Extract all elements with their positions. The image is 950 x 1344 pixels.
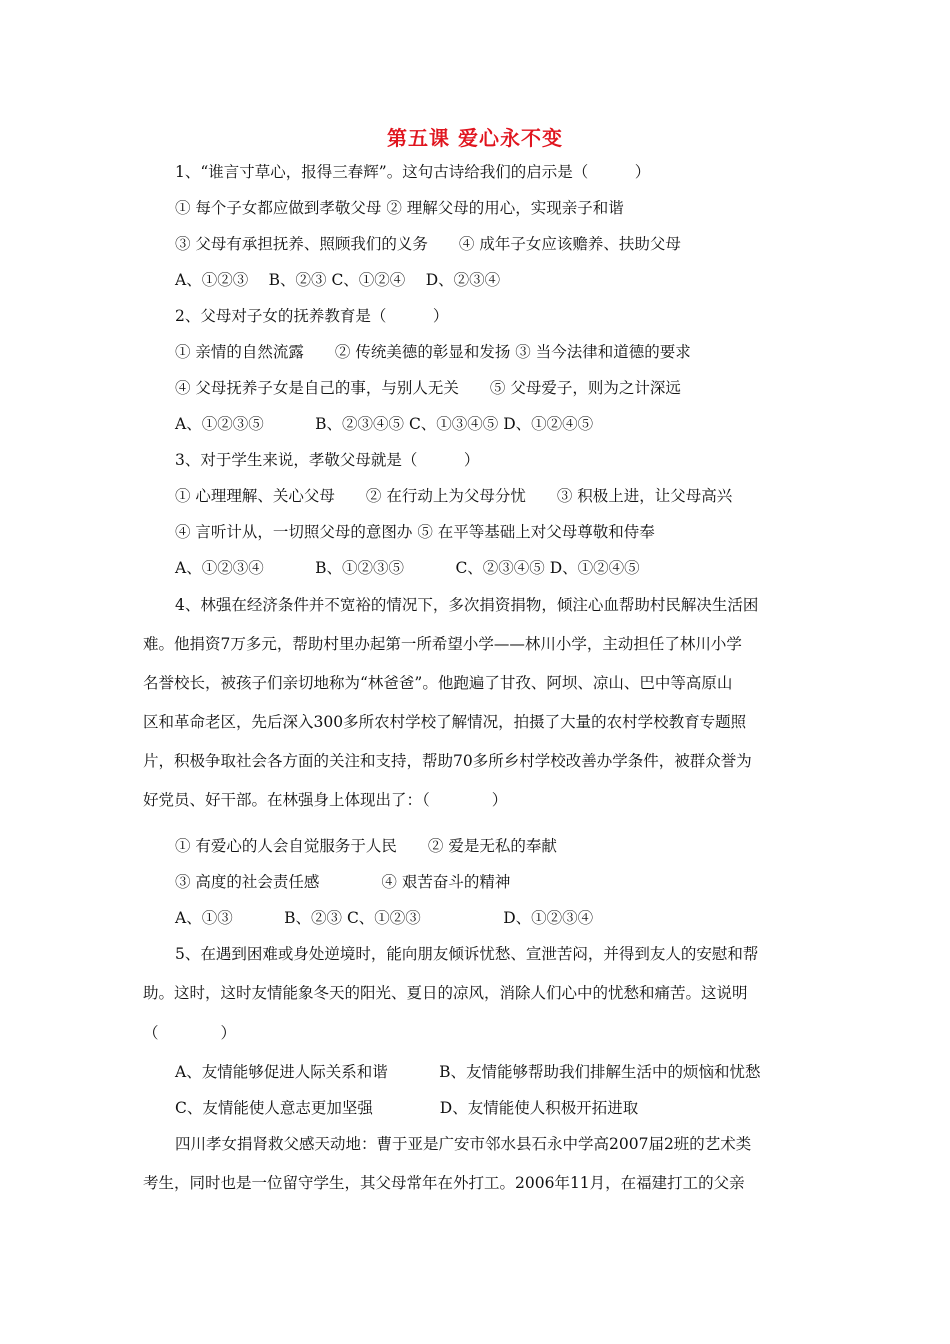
q2-options-line-2: ④ 父母抚养子女是自己的事，与别人无关 ⑤ 父母爱子，则为之计深远: [175, 379, 681, 397]
q1-options-line-2: ③ 父母有承担抚养、照顾我们的义务 ④ 成年子女应该赡养、扶助父母: [175, 235, 681, 253]
q4-paragraph-line: 难。他捐资7万多元，帮助村里办起第一所希望小学——林川小学，主动担任了林川小学: [143, 635, 742, 653]
q5-paragraph-line: 5、在遇到困难或身处逆境时，能向朋友倾诉忧愁、宣泄苦闷，并得到友人的安慰和帮: [175, 945, 759, 963]
q2-answer-choices: A、①②③⑤ B、②③④⑤ C、①③④⑤ D、①②④⑤: [175, 415, 594, 433]
q4-options-line-2: ③ 高度的社会责任感 ④ 艰苦奋斗的精神: [175, 873, 511, 891]
q2-options-line-1: ① 亲情的自然流露 ② 传统美德的彰显和发扬 ③ 当今法律和道德的要求: [175, 343, 691, 361]
page-title: 第五课 爱心永不变: [387, 126, 563, 150]
q4-answer-choices: A、①③ B、②③ C、①②③ D、①②③④: [175, 909, 594, 927]
q3-options-line-2: ④ 言听计从，一切照父母的意图办 ⑤ 在平等基础上对父母尊敬和侍奉: [175, 523, 655, 541]
q1-answer-choices: A、①②③ B、②③ C、①②④ D、②③④: [175, 271, 501, 289]
story-paragraph-line: 四川孝女捐肾救父感天动地：曹于亚是广安市邻水县石永中学高2007届2班的艺术类: [175, 1135, 752, 1153]
q3-stem: 3、对于学生来说，孝敬父母就是（ ）: [175, 451, 480, 469]
q1-options-line-1: ① 每个子女都应做到孝敬父母 ② 理解父母的用心，实现亲子和谐: [175, 199, 624, 217]
q5-paragraph-line: 助。这时，这时友情能象冬天的阳光、夏日的凉风，消除人们心中的忧愁和痛苦。这说明: [143, 984, 748, 1002]
q4-paragraph-line: 好党员、好干部。在林强身上体现出了：（ ）: [143, 791, 508, 809]
q3-options-line-1: ① 心理理解、关心父母 ② 在行动上为父母分忧 ③ 积极上进，让父母高兴: [175, 487, 733, 505]
q5-paragraph-line: （ ）: [143, 1024, 237, 1042]
q1-stem: 1、“谁言寸草心，报得三春辉”。这句古诗给我们的启示是（ ）: [175, 163, 651, 181]
q4-paragraph-line: 区和革命老区，先后深入300多所农村学校了解情况，拍摄了大量的农村学校教育专题照: [143, 713, 747, 731]
q4-paragraph-line: 片，积极争取社会各方面的关注和支持，帮助70多所乡村学校改善办学条件，被群众誉为: [143, 752, 752, 770]
q4-paragraph-line: 4、林强在经济条件并不宽裕的情况下，多次捐资捐物，倾注心血帮助村民解决生活困: [175, 596, 759, 614]
q4-paragraph-line: 名誉校长，被孩子们亲切地称为“林爸爸”。他跑遍了甘孜、阿坝、凉山、巴中等高原山: [143, 674, 733, 692]
q5-options-line-1: A、友情能够促进人际关系和谐 B、友情能够帮助我们排解生活中的烦恼和忧愁: [175, 1063, 761, 1081]
story-paragraph-line: 考生，同时也是一位留守学生，其父母常年在外打工。2006年11月，在福建打工的父亲: [143, 1174, 745, 1192]
q4-options-line-1: ① 有爱心的人会自觉服务于人民 ② 爱是无私的奉献: [175, 837, 557, 855]
q3-answer-choices: A、①②③④ B、①②③⑤ C、②③④⑤ D、①②④⑤: [175, 559, 640, 577]
q2-stem: 2、父母对子女的抚养教育是（ ）: [175, 307, 449, 325]
q5-options-line-2: C、友情能使人意志更加坚强 D、友情能使人积极开拓进取: [175, 1099, 639, 1117]
